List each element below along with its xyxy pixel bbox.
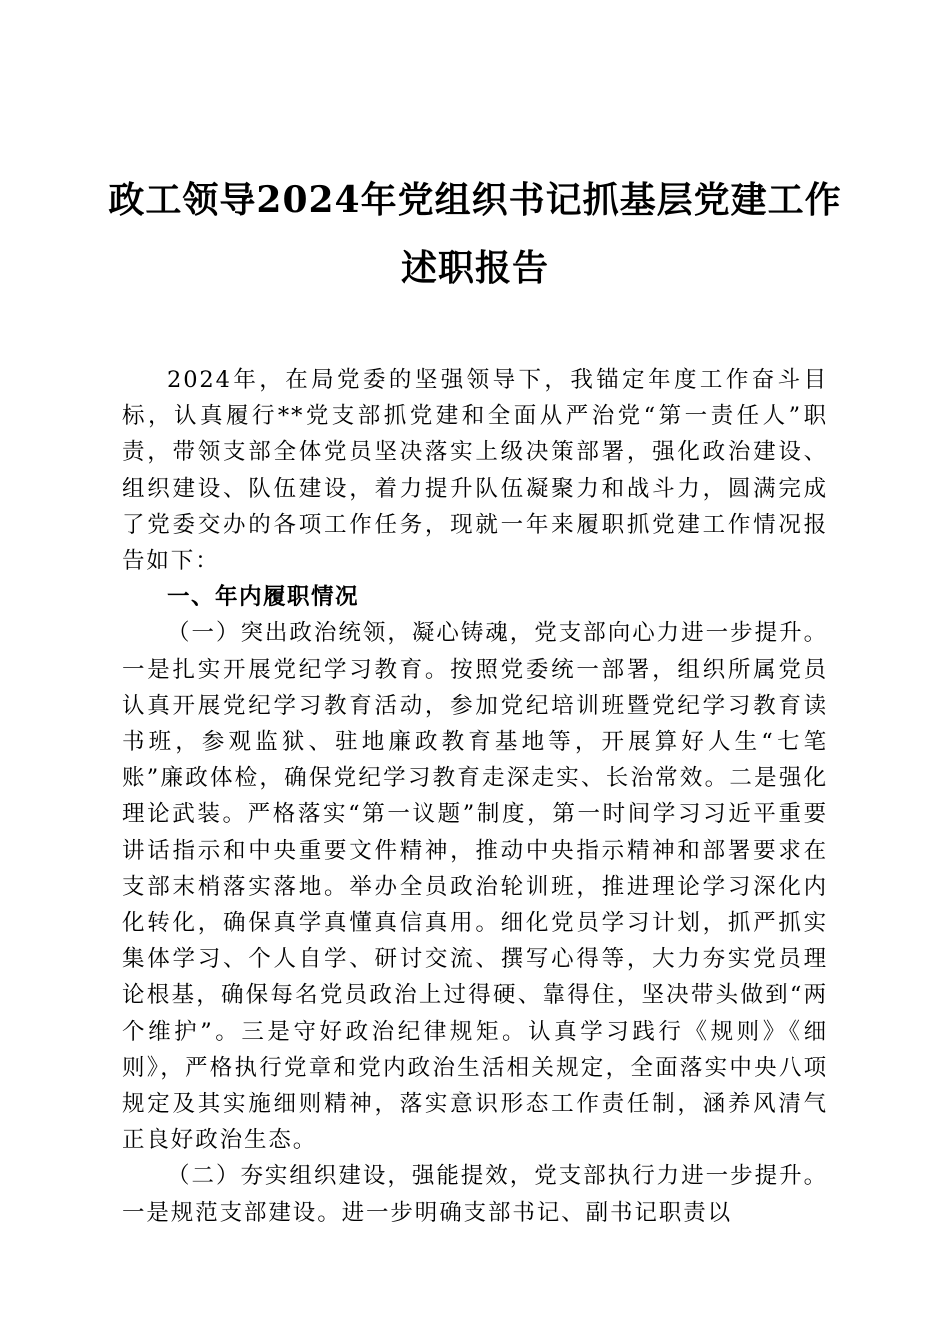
intro-paragraph: 2024年，在局党委的坚强领导下，我锚定年度工作奋斗目标，认真履行**党支部抓党建和全面从严治党“第一责任人”职责，带领支部全体党员坚决落实上级决策部署，强化政治建设、组织建设、队伍建设，着力提升队伍凝聚力和战斗力，圆满完成了党委交办的各项工作任务，现就一年来履职抓党建工作情况报告如下： xyxy=(122,367,828,575)
subsection-paragraph-1: （一）突出政治统领，凝心铸魂，党支部向心力进一步提升。一是扎实开展党纪学习教育。按照党委统一部署，组织所属党员认真开展党纪学习教育活动，参加党纪培训班暨党纪学习教育读书班，参观监狱、驻地廉政教育基地等，开展算好人生“七笔账”廉政体检，确保党纪学习教育走深走实、长治常效。二是强化理论武装。严格落实“第一议题”制度，第一时间学习习近平重要讲话指示和中央重要文件精神，推动中央指示精神和部署要求在支部末梢落实落地。举办全员政治轮训班，推进理论学习深化内化转化，确保真学真懂真信真用。细化党员学习计划，抓严抓实集体学习、个人自学、研讨交流、撰写心得等，大力夯实党员理论根基，确保每名党员政治上过得硬、靠得住，坚决带头做到“两个维护”。三是守好政治纪律规矩。认真学习践行《规则》《细则》，严格执行党章和党内政治生活相关规定，全面落实中央八项规定及其实施细则精神，落实意识形态工作责任制，涵养风清气正良好政治生态。 xyxy=(122,620,828,1154)
document-body xyxy=(122,362,828,1231)
subsection-paragraph-2: （二）夯实组织建设，强能提效，党支部执行力进一步提升。一是规范支部建设。进一步明确支部书记、副书记职责以 xyxy=(122,1163,828,1226)
document-title-line-1: 政工领导2024年党组织书记抓基层党建工作 xyxy=(108,179,842,221)
document-title-line-2: 述职报告 xyxy=(400,247,549,289)
section-heading-1: 一、年内履职情况 xyxy=(167,584,360,611)
